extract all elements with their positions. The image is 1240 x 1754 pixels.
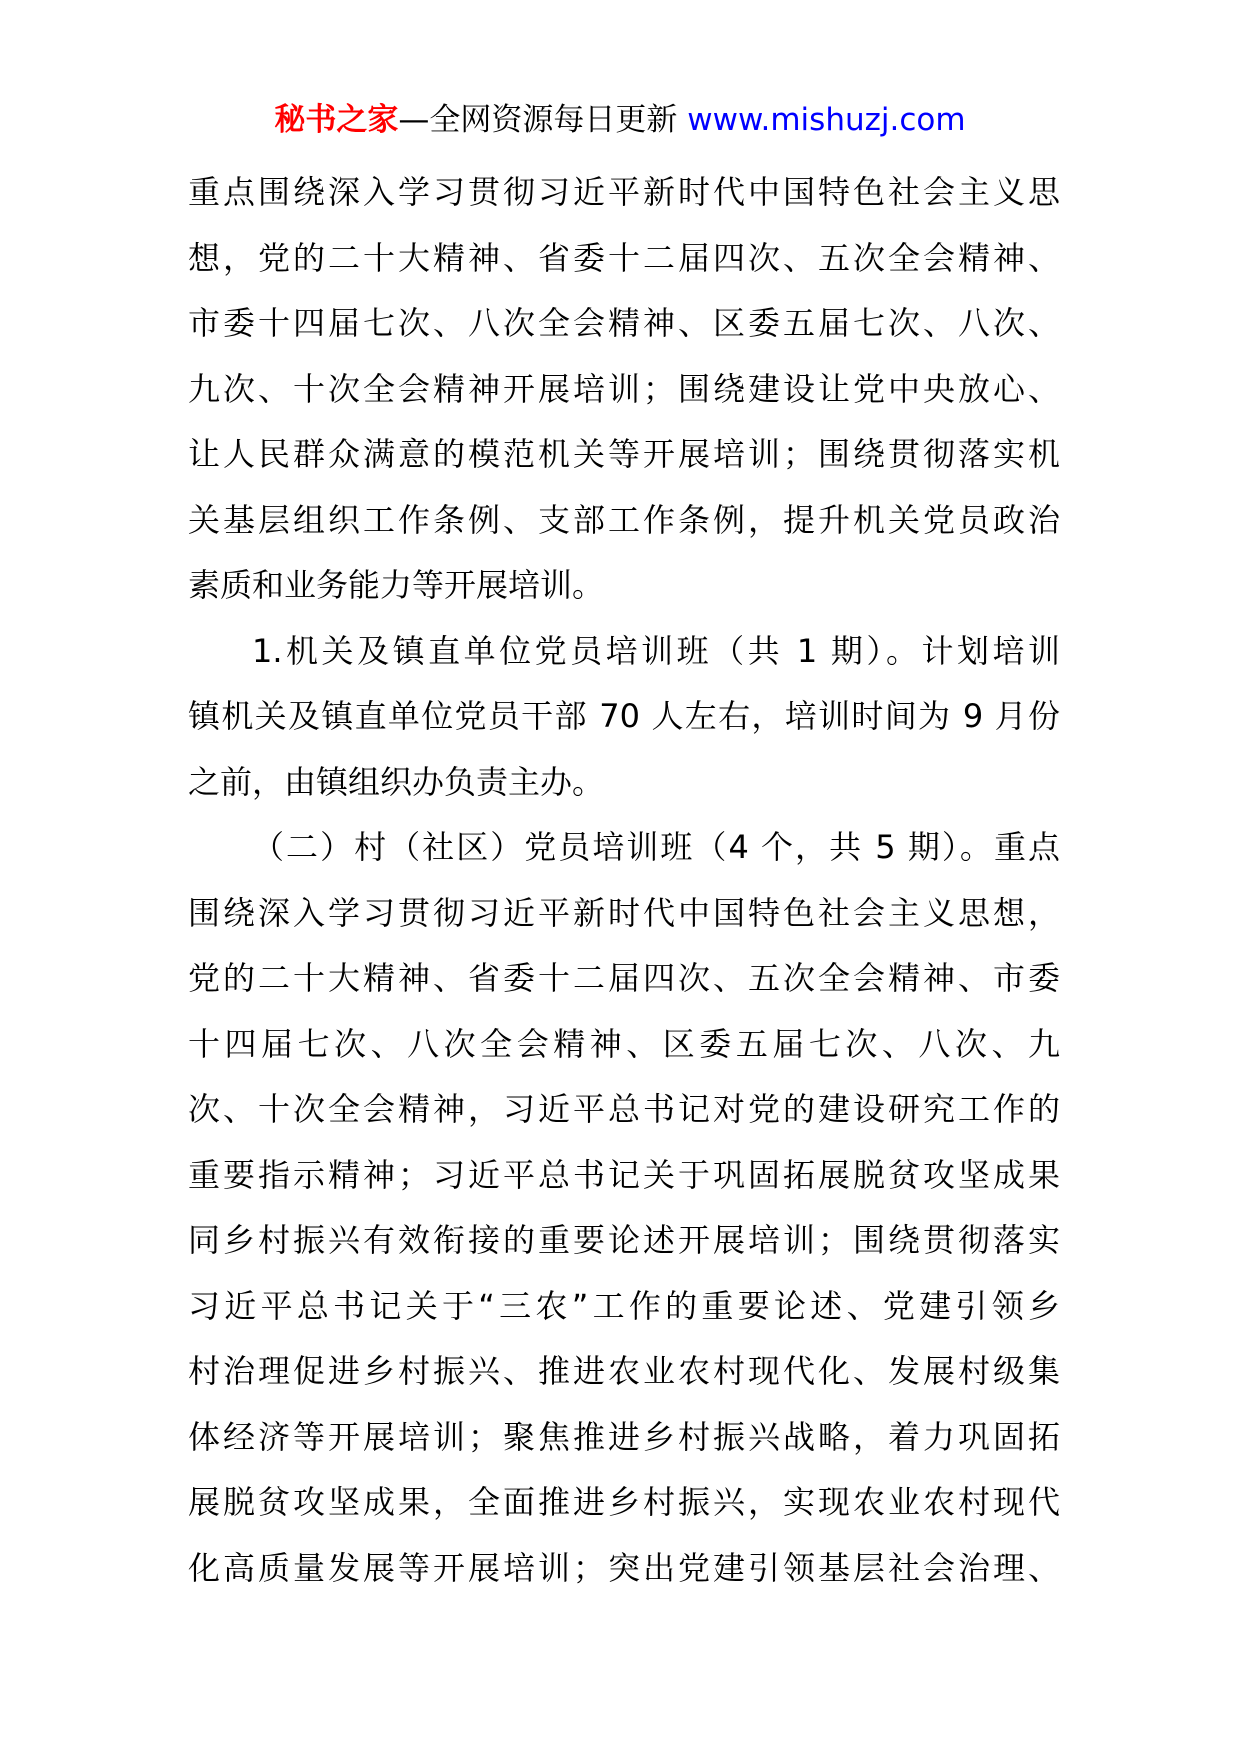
- paragraph-line: 想，党的二十大精神、省委十二届四次、五次全会精神、: [188, 238, 1060, 277]
- section-heading-line: 1.机关及镇直单位党员培训班（共 1 期）。计划培训: [252, 631, 1060, 670]
- paragraph-line: 让人民群众满意的模范机关等开展培训；围绕贯彻落实机: [188, 435, 1060, 473]
- paragraph-line: 次、十次全会精神，习近平总书记对党的建设研究工作的: [188, 1090, 1060, 1128]
- paragraph-line: 化高质量发展等开展培训；突出党建引领基层社会治理、: [188, 1548, 1060, 1587]
- paragraph-line: 习近平总书记关于“三农”工作的重要论述、党建引领乡: [188, 1286, 1060, 1325]
- paragraph-line: 重要指示精神；习近平总书记关于巩固拓展脱贫攻坚成果: [188, 1155, 1060, 1194]
- document-body: [188, 160, 1060, 1601]
- paragraph-line: 之前，由镇组织办负责主办。: [188, 762, 605, 801]
- brand-name: 秘书之家: [274, 102, 399, 138]
- site-url-link[interactable]: www.mishuzj.com: [687, 102, 966, 138]
- page-header: [0, 100, 1240, 140]
- paragraph-line: 十四届七次、八次全会精神、区委五届七次、八次、九: [188, 1024, 1060, 1063]
- paragraph-line: 村治理促进乡村振兴、推进农业农村现代化、发展村级集: [188, 1352, 1060, 1390]
- paragraph-line: 党的二十大精神、省委十二届四次、五次全会精神、市委: [188, 959, 1060, 997]
- header-tagline: —全网资源每日更新: [398, 102, 678, 138]
- paragraph-line: 同乡村振兴有效衔接的重要论述开展培训；围绕贯彻落实: [188, 1221, 1060, 1259]
- paragraph-line: 展脱贫攻坚成果，全面推进乡村振兴，实现农业农村现代: [188, 1483, 1060, 1521]
- paragraph-line: 围绕深入学习贯彻习近平新时代中国特色社会主义思想，: [188, 893, 1060, 932]
- paragraph-line: 市委十四届七次、八次全会精神、区委五届七次、八次、: [188, 304, 1060, 342]
- section-heading-line: （二）村（社区）党员培训班（4 个，共 5 期）。重点: [252, 828, 1060, 866]
- paragraph-line: 重点围绕深入学习贯彻习近平新时代中国特色社会主义思: [188, 173, 1060, 211]
- paragraph-line: 镇机关及镇直单位党员干部 70 人左右，培训时间为 9 月份: [188, 697, 1060, 735]
- paragraph-line: 九次、十次全会精神开展培训；围绕建设让党中央放心、: [188, 369, 1060, 408]
- paragraph-line: 素质和业务能力等开展培训。: [188, 566, 605, 604]
- paragraph-line: 体经济等开展培训；聚焦推进乡村振兴战略，着力巩固拓: [188, 1417, 1060, 1456]
- paragraph-line: 关基层组织工作条例、支部工作条例，提升机关党员政治: [188, 500, 1060, 539]
